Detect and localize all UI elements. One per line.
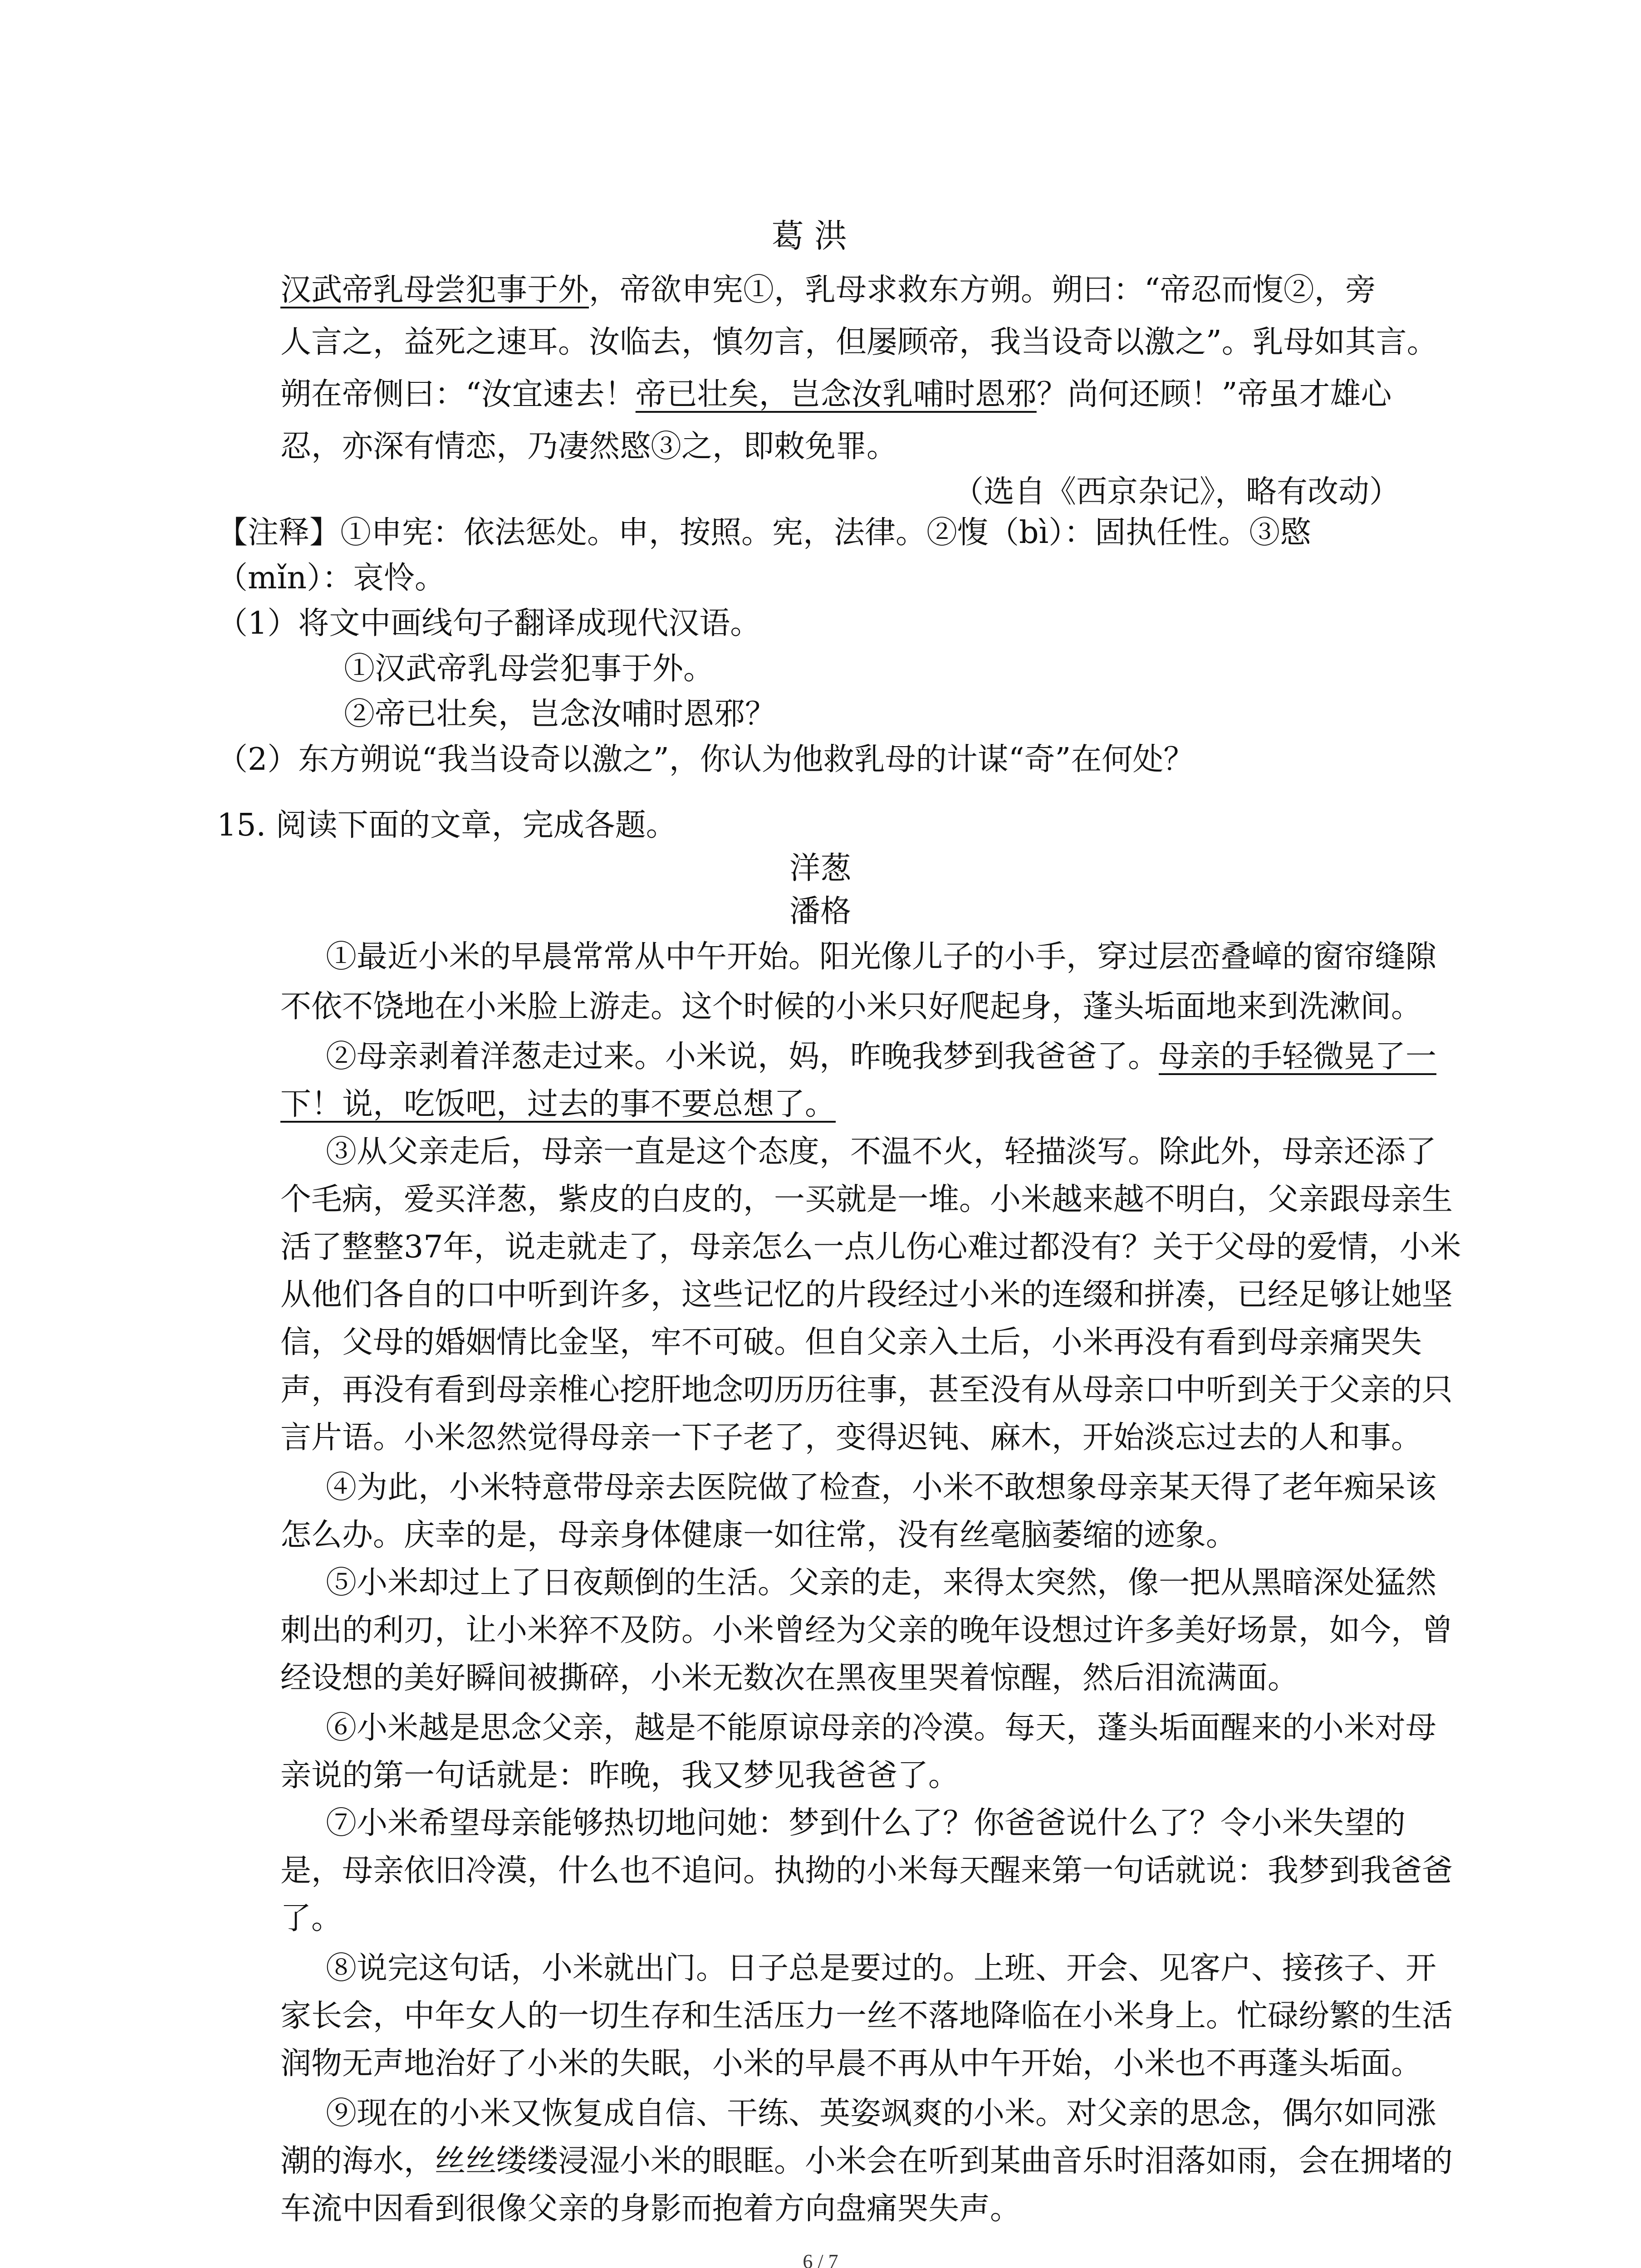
article-line: 经设想的美好瞬间被撕碎，小米无数次在黑夜里哭着惊醒，然后泪流满面。: [280, 1660, 1299, 1696]
underlined-sentence: 母亲的手轻微晃了一: [1159, 1039, 1437, 1075]
article-line: [280, 1082, 836, 1127]
article-line: 家长会，中年女人的一切生存和生活压力一丝不落地降临在小米身上。忙碌纷繁的生活: [280, 1998, 1453, 2034]
question-line: ①汉武帝乳母尝犯事于外。: [344, 651, 715, 687]
article-line: 从他们各自的口中听到许多，这些记忆的片段经过小米的连缀和拼凑，已经足够让她坚: [280, 1277, 1453, 1313]
article-line: 信，父母的婚姻情比金坚，牢不可破。但自父亲入土后，小米再没有看到母亲痛哭失: [280, 1325, 1422, 1360]
question-stem: 15. 阅读下面的文章，完成各题。: [217, 807, 677, 843]
article-line: 活了整整37年，说走就走了，母亲怎么一点儿伤心难过都没有？关于父母的爱情，小米: [280, 1229, 1461, 1265]
passage-line: 人言之，益死之速耳。汝临去，慎勿言，但屡顾帝，我当设奇以激之”。乳母如其言。: [280, 324, 1438, 360]
article-line: ⑤小米却过上了日夜颠倒的生活。父亲的走，来得太突然，像一把从黑暗深处猛然: [326, 1565, 1437, 1601]
article-line: 个毛病，爱买洋葱，紫皮的白皮的，一买就是一堆。小米越来越不明白，父亲跟母亲生: [280, 1182, 1453, 1217]
annotation-line: 【注释】①申宪：依法惩处。申，按照。宪，法律。②愎（bì）：固执任性。③愍: [217, 515, 1311, 551]
article-line: 是，母亲依旧冷漠，什么也不追问。执拗的小米每天醒来第一句话就说：我梦到我爸爸: [280, 1853, 1453, 1889]
article-author: 潘格: [789, 894, 852, 929]
article-line: 怎么办。庆幸的是，母亲身体健康一如往常，没有丝毫脑萎缩的迹象。: [280, 1517, 1237, 1553]
passage-line: 汉武帝乳母尝犯事于外，帝欲申宪①，乳母求救东方朔。朔曰：“帝忍而愎②，旁: [280, 272, 1376, 308]
underlined-sentence: 下！说，吃饭吧，过去的事不要总想了。: [280, 1086, 836, 1122]
article-line: ⑨现在的小米又恢复成自信、干练、英姿飒爽的小米。对父亲的思念，偶尔如同涨: [326, 2096, 1437, 2131]
article-line: ⑥小米越是思念父亲，越是不能原谅母亲的冷漠。每天，蓬头垢面醒来的小米对母: [326, 1710, 1437, 1746]
question-line: ②帝已壮矣，岂念汝哺时恩邪？: [344, 696, 776, 732]
article-line: ①最近小米的早晨常常从中午开始。阳光像儿子的小手，穿过层峦叠嶂的窗帘缝隙: [326, 939, 1437, 975]
article-line: 亲说的第一句话就是：昨晚，我又梦见我爸爸了。: [280, 1758, 960, 1794]
article-line: 潮的海水，丝丝缕缕浸湿小米的眼眶。小米会在听到某曲音乐时泪落如雨，会在拥堵的: [280, 2143, 1453, 2179]
article-line: ②母亲剥着洋葱走过来。小米说，妈，昨晚我梦到我爸爸了。母亲的手轻微晃了一: [326, 1039, 1437, 1075]
article-title: 洋葱: [789, 850, 852, 886]
passage-source: （选自《西京杂记》，略有改动）: [953, 474, 1401, 510]
passage-title: 葛 洪: [771, 217, 847, 255]
article-line: 刺出的利刃，让小米猝不及防。小米曾经为父亲的晚年设想过许多美好场景，如今，曾: [280, 1613, 1453, 1648]
article-line: ④为此，小米特意带母亲去医院做了检查，小米不敢想象母亲某天得了老年痴呆该: [326, 1470, 1437, 1505]
article-line: ⑧说完这句话，小米就出门。日子总是要过的。上班、开会、见客户、接孩子、开: [326, 1950, 1437, 1986]
page-number: 6 / 7: [803, 2250, 838, 2268]
question-line: （2）东方朔说“我当设奇以激之”，你认为他救乳母的计谋“奇”在何处？: [217, 742, 1195, 777]
article-line: ⑦小米希望母亲能够热切地问她：梦到什么了？你爸爸说什么了？令小米失望的: [326, 1805, 1406, 1841]
article-line: 了。: [280, 1901, 343, 1936]
passage-line: 忍，亦深有情恋，乃凄然愍③之，即敕免罪。: [280, 429, 898, 464]
annotation-line: （mǐn）：哀怜。: [217, 560, 446, 596]
article-line: 润物无声地治好了小米的失眠，小米的早晨不再从中午开始，小米也不再蓬头垢面。: [280, 2046, 1422, 2082]
article-line: 车流中因看到很像父亲的身影而抱着方向盘痛哭失声。: [280, 2191, 1021, 2227]
question-line: （1）将文中画线句子翻译成现代汉语。: [217, 606, 761, 641]
article-line: 声，再没有看到母亲椎心挖肝地念叨历历往事，甚至没有从母亲口中听到关于父亲的只: [280, 1372, 1453, 1408]
article-line: 不依不饶地在小米脸上游走。这个时候的小米只好爬起身，蓬头垢面地来到洗漱间。: [280, 989, 1422, 1025]
underlined-sentence: 汉武帝乳母尝犯事于外: [280, 272, 589, 308]
article-line: ③从父亲走后，母亲一直是这个态度，不温不火，轻描淡写。除此外，母亲还添了: [326, 1134, 1437, 1170]
underlined-sentence: 帝已壮矣，岂念汝乳哺时恩邪: [635, 376, 1037, 412]
passage-line: 朔在帝侧曰：“汝宜速去！帝已壮矣，岂念汝乳哺时恩邪？尚何还顾！”帝虽才雄心: [280, 376, 1392, 412]
article-line: 言片语。小米忽然觉得母亲一下子老了，变得迟钝、麻木，开始淡忘过去的人和事。: [280, 1420, 1422, 1456]
